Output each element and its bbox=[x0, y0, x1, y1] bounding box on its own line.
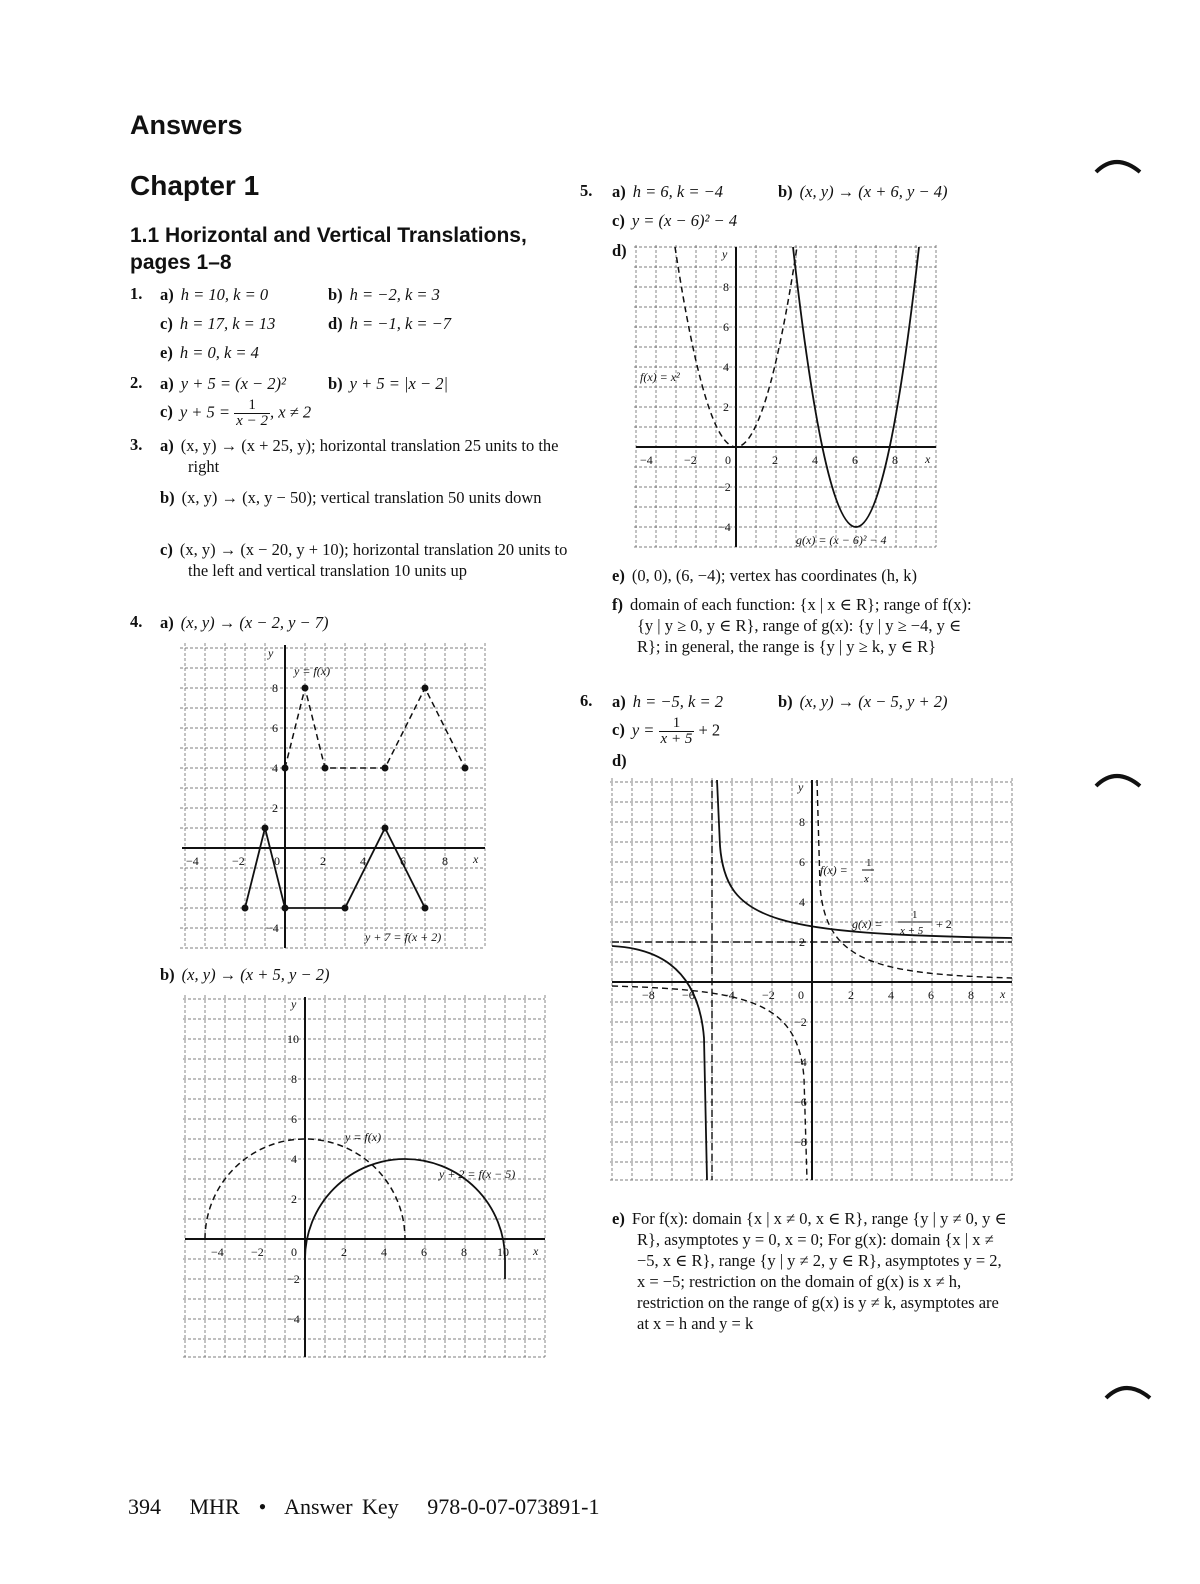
binder-hole-mark bbox=[1094, 762, 1154, 802]
q6-b-text: (x, y) → (x − 5, y + 2) bbox=[799, 692, 948, 711]
graph-4b-y-tick: 2 bbox=[291, 1192, 297, 1206]
q4-b bbox=[160, 964, 329, 985]
q6-c-fraction bbox=[659, 716, 695, 747]
q6-c-denominator: x + 5 bbox=[660, 731, 693, 747]
q6-e-text: For f(x): domain {x | x ≠ 0, x ∈ R}, range {y | y ≠ 0, y ∈ R}, asymptotes y = 0, x = 0; For g(x): domain {x | x ≠ −5, x ∈ R}, range {y | y ≠ 2, y ∈ R}, asymptotes y = 2, x = −5; restriction on the domain of g(x) is x ≠ h, restriction on the range of g(x) is y ≠ k, asymptotes are at x = h and y = k bbox=[631, 1209, 1007, 1333]
q5-a-label: a) bbox=[612, 182, 626, 201]
q1-e-label: e) bbox=[160, 343, 173, 362]
graph-6-g-tail: + 2 bbox=[936, 917, 952, 931]
graph-4a-x-tick: 6 bbox=[400, 854, 406, 868]
binder-hole-mark bbox=[1094, 148, 1154, 188]
graph-6-y-label: y bbox=[798, 780, 804, 794]
graph-4a-f-label: y = f(x) bbox=[294, 664, 331, 678]
q1-c bbox=[160, 313, 275, 334]
q2-number: 2. bbox=[130, 373, 143, 392]
q3-c-text: (x, y) → (x − 20, y + 10); horizontal translation 20 units to the left and vertical translation 10 units up bbox=[179, 540, 568, 580]
graph-6-f-label: f(x) = bbox=[820, 863, 848, 877]
graph-4a-y-tick: 4 bbox=[272, 761, 278, 775]
q6-d bbox=[612, 750, 634, 771]
q1-d bbox=[328, 313, 451, 334]
q5-c-label: c) bbox=[612, 211, 625, 230]
graph-4b-x-tick: −4 bbox=[211, 1245, 224, 1259]
graph-5-x-tick: −4 bbox=[640, 453, 653, 467]
graph-5-y-label: y bbox=[722, 247, 728, 261]
q6-e-label: e) bbox=[612, 1209, 625, 1228]
graph-5-y-tick: −4 bbox=[718, 520, 731, 534]
q6-a-label: a) bbox=[612, 692, 626, 711]
q5-number: 5. bbox=[580, 181, 593, 200]
q1-number: 1. bbox=[130, 284, 143, 303]
graph-4a-x-tick: 2 bbox=[320, 854, 326, 868]
q1-b bbox=[328, 284, 440, 305]
q1-a-text: h = 10, k = 0 bbox=[180, 285, 269, 304]
q3-b-text: (x, y) → (x, y − 50); vertical translation 50 units down bbox=[181, 488, 542, 507]
q4-b-label: b) bbox=[160, 965, 175, 984]
graph-4b-x-tick: 8 bbox=[461, 1245, 467, 1259]
q4-a bbox=[160, 612, 329, 633]
q2-c-numerator: 1 bbox=[234, 398, 270, 414]
graph-4a-x-label: x bbox=[473, 852, 479, 866]
q1-d-label: d) bbox=[328, 314, 343, 333]
graph-5-axes bbox=[636, 247, 936, 547]
graph-5-x-tick: 0 bbox=[725, 453, 731, 467]
q2-c-lhs: y + 5 = bbox=[179, 402, 231, 422]
q1-e-text: h = 0, k = 4 bbox=[179, 343, 259, 362]
graph-4b-x-tick: −2 bbox=[251, 1245, 264, 1259]
graph-4b-y-label: y bbox=[291, 997, 297, 1011]
graph-4b-y-tick: 4 bbox=[291, 1152, 297, 1166]
graph-5 bbox=[634, 245, 939, 550]
graph-6-y-tick: −8 bbox=[794, 1135, 807, 1149]
q5-a bbox=[612, 181, 723, 202]
q2-a-text: y + 5 = (x − 2)² bbox=[180, 374, 286, 393]
graph-5-y-tick: 6 bbox=[723, 320, 729, 334]
q1-a-label: a) bbox=[160, 285, 174, 304]
graph-6-g-curve-right bbox=[717, 780, 1012, 938]
graph-5-x-label: x bbox=[925, 452, 931, 466]
q1-b-text: h = −2, k = 3 bbox=[349, 285, 440, 304]
graph-4a-y-tick: 8 bbox=[272, 681, 278, 695]
graph-6-y-tick: 8 bbox=[799, 815, 805, 829]
q3-c bbox=[160, 539, 588, 581]
q4-a-text: (x, y) → (x − 2, y − 7) bbox=[180, 613, 329, 632]
graph-4b-y-tick: 10 bbox=[287, 1032, 299, 1046]
q2-b-label: b) bbox=[328, 374, 343, 393]
q5-f bbox=[612, 594, 987, 657]
q5-b bbox=[778, 181, 947, 202]
q3-a bbox=[160, 435, 588, 477]
q5-c-text: y = (x − 6)² − 4 bbox=[631, 211, 738, 230]
q3-c-label: c) bbox=[160, 540, 173, 559]
graph-4b-x-tick: 6 bbox=[421, 1245, 427, 1259]
q1-c-label: c) bbox=[160, 314, 173, 333]
graph-6-x-tick: 2 bbox=[848, 988, 854, 1002]
graph-4a-axes bbox=[182, 645, 485, 948]
q6-b-label: b) bbox=[778, 692, 793, 711]
graph-4a-y-tick: −4 bbox=[266, 921, 279, 935]
graph-4b-x-label: x bbox=[533, 1244, 539, 1258]
q5-d-label: d) bbox=[612, 241, 627, 260]
graph-5-g-label: g(x) = (x − 6)² − 4 bbox=[796, 533, 887, 547]
graph-6-x-tick: 4 bbox=[888, 988, 894, 1002]
graph-4b-x-tick: 10 bbox=[497, 1245, 509, 1259]
q6-a bbox=[612, 691, 723, 712]
graph-4a-x-tick: −2 bbox=[232, 854, 245, 868]
graph-4b-x-tick: 4 bbox=[381, 1245, 387, 1259]
graph-5-grid bbox=[634, 245, 936, 547]
graph-4a-y-tick: 6 bbox=[272, 721, 278, 735]
q1-e bbox=[160, 342, 259, 363]
q1-d-text: h = −1, k = −7 bbox=[349, 314, 452, 333]
graph-4a-g-label: y + 7 = f(x + 2) bbox=[365, 930, 442, 944]
q6-d-label: d) bbox=[612, 751, 627, 770]
graph-4b-y-tick: 6 bbox=[291, 1112, 297, 1126]
q5-b-text: (x, y) → (x + 6, y − 4) bbox=[799, 182, 948, 201]
q5-e-label: e) bbox=[612, 566, 625, 585]
graph-5-x-tick: −2 bbox=[684, 453, 697, 467]
q4-number: 4. bbox=[130, 612, 143, 631]
graph-6-g-numerator: 1 bbox=[912, 909, 918, 921]
q5-e-text: (0, 0), (6, −4); vertex has coordinates (h, k) bbox=[631, 566, 917, 585]
graph-6-y-tick: −6 bbox=[794, 1095, 807, 1109]
q6-a-text: h = −5, k = 2 bbox=[632, 692, 723, 711]
q6-c-numerator: 1 bbox=[659, 716, 695, 732]
graph-6-y-tick: 2 bbox=[799, 935, 805, 949]
q6-c-label: c) bbox=[612, 720, 625, 740]
q2-a-label: a) bbox=[160, 374, 174, 393]
graph-4a-x-tick: 0 bbox=[274, 854, 280, 868]
graph-6-g-label: g(x) = bbox=[852, 917, 883, 931]
graph-6-f-numerator: 1 bbox=[866, 857, 872, 869]
page-title: Answers bbox=[130, 110, 243, 140]
q3-b bbox=[160, 487, 588, 508]
graph-6 bbox=[610, 778, 1015, 1183]
q2-c bbox=[160, 398, 311, 429]
graph-4b-f-label: y = f(x) bbox=[345, 1130, 382, 1144]
graph-6-f-denominator: x bbox=[864, 873, 869, 885]
graph-4b bbox=[183, 995, 548, 1360]
graph-4b-y-tick: −2 bbox=[287, 1272, 300, 1286]
graph-6-y-tick: −2 bbox=[794, 1015, 807, 1029]
q2-b-text: y + 5 = |x − 2| bbox=[349, 374, 449, 393]
q6-e bbox=[612, 1208, 1009, 1334]
graph-6-f-curve bbox=[612, 986, 807, 1180]
q6-c-lhs: y = bbox=[631, 720, 655, 740]
q2-c-label: c) bbox=[160, 402, 173, 422]
graph-5-x-tick: 4 bbox=[812, 453, 818, 467]
q2-b bbox=[328, 373, 448, 394]
graph-4b-y-tick: −4 bbox=[287, 1312, 300, 1326]
q5-f-label: f) bbox=[612, 595, 623, 614]
q6-b bbox=[778, 691, 947, 712]
graph-4b-x-tick: 0 bbox=[291, 1245, 297, 1259]
graph-6-y-tick: 6 bbox=[799, 855, 805, 869]
graph-5-y-tick: 2 bbox=[723, 400, 729, 414]
q2-c-denominator: x − 2 bbox=[236, 413, 268, 429]
q4-a-label: a) bbox=[160, 613, 174, 632]
graph-5-y-tick: −2 bbox=[718, 480, 731, 494]
q2-c-tail: , x ≠ 2 bbox=[269, 402, 312, 422]
graph-6-f-curve-right bbox=[817, 780, 1012, 978]
q5-e bbox=[612, 565, 917, 586]
graph-4a-x-tick: 8 bbox=[442, 854, 448, 868]
q1-b-label: b) bbox=[328, 285, 343, 304]
graph-6-x-tick: 6 bbox=[928, 988, 934, 1002]
graph-5-x-tick: 6 bbox=[852, 453, 858, 467]
q6-c-tail: + 2 bbox=[698, 720, 721, 740]
graph-6-y-tick: −4 bbox=[794, 1055, 807, 1069]
q3-number: 3. bbox=[130, 435, 143, 454]
q3-a-label: a) bbox=[160, 436, 174, 455]
q5-a-text: h = 6, k = −4 bbox=[632, 182, 723, 201]
q3-b-label: b) bbox=[160, 488, 175, 507]
graph-5-y-tick: 8 bbox=[723, 280, 729, 294]
graph-5-x-tick: 2 bbox=[772, 453, 778, 467]
graph-4a-grid bbox=[180, 643, 485, 948]
page-footer: 394 MHR • Answer Key 978-0-07-073891-1 bbox=[128, 1494, 600, 1519]
q1-c-text: h = 17, k = 13 bbox=[179, 314, 276, 333]
q6-number: 6. bbox=[580, 691, 593, 710]
graph-4a-points bbox=[242, 685, 469, 912]
graph-6-x-tick: −2 bbox=[762, 988, 775, 1002]
q1-a bbox=[160, 284, 268, 305]
graph-4b-y-tick: 8 bbox=[291, 1072, 297, 1086]
graph-5-x-tick: 8 bbox=[892, 453, 898, 467]
graph-4a-x-tick: 4 bbox=[360, 854, 366, 868]
graph-5-y-tick: 4 bbox=[723, 360, 729, 374]
graph-4a-x-tick: −4 bbox=[186, 854, 199, 868]
q2-a bbox=[160, 373, 286, 394]
q5-b-label: b) bbox=[778, 182, 793, 201]
graph-6-x-label: x bbox=[1000, 987, 1006, 1001]
section-title: 1.1 Horizontal and Vertical Translations, pages 1–8 bbox=[130, 224, 527, 274]
graph-6-y-tick: 4 bbox=[799, 895, 805, 909]
graph-6-x-tick: 0 bbox=[798, 988, 804, 1002]
graph-5-f-label: f(x) = x² bbox=[640, 370, 680, 384]
graph-4a-y-label: y bbox=[268, 646, 274, 660]
q3-a-text: (x, y) → (x + 25, y); horizontal translation 25 units to the right bbox=[180, 436, 559, 476]
graph-6-x-tick: −8 bbox=[642, 988, 655, 1002]
q5-c bbox=[612, 210, 737, 231]
graph-4b-g-label: y + 2 = f(x − 5) bbox=[439, 1167, 516, 1181]
q5-d bbox=[612, 240, 634, 261]
chapter-title: Chapter 1 bbox=[130, 170, 260, 201]
binder-hole-mark bbox=[1104, 1374, 1164, 1414]
q5-f-text: domain of each function: {x | x ∈ R}; range of f(x): {y | y ≥ 0, y ∈ R}, range of g(x): {y | y ≥ −4, y ∈ R}; in general, the range is {y | y ≥ k, y ∈ R} bbox=[630, 595, 972, 656]
graph-4a bbox=[180, 643, 490, 953]
graph-4b-x-tick: 2 bbox=[341, 1245, 347, 1259]
graph-4a-y-tick: 2 bbox=[272, 801, 278, 815]
q2-c-fraction bbox=[234, 398, 270, 429]
q6-c bbox=[612, 716, 720, 747]
graph-6-x-tick: 8 bbox=[968, 988, 974, 1002]
q4-b-text: (x, y) → (x + 5, y − 2) bbox=[181, 965, 330, 984]
graph-6-g-denominator: x + 5 bbox=[900, 925, 924, 937]
graph-6-x-tick: −6 bbox=[682, 988, 695, 1002]
graph-6-x-tick: −4 bbox=[722, 988, 735, 1002]
